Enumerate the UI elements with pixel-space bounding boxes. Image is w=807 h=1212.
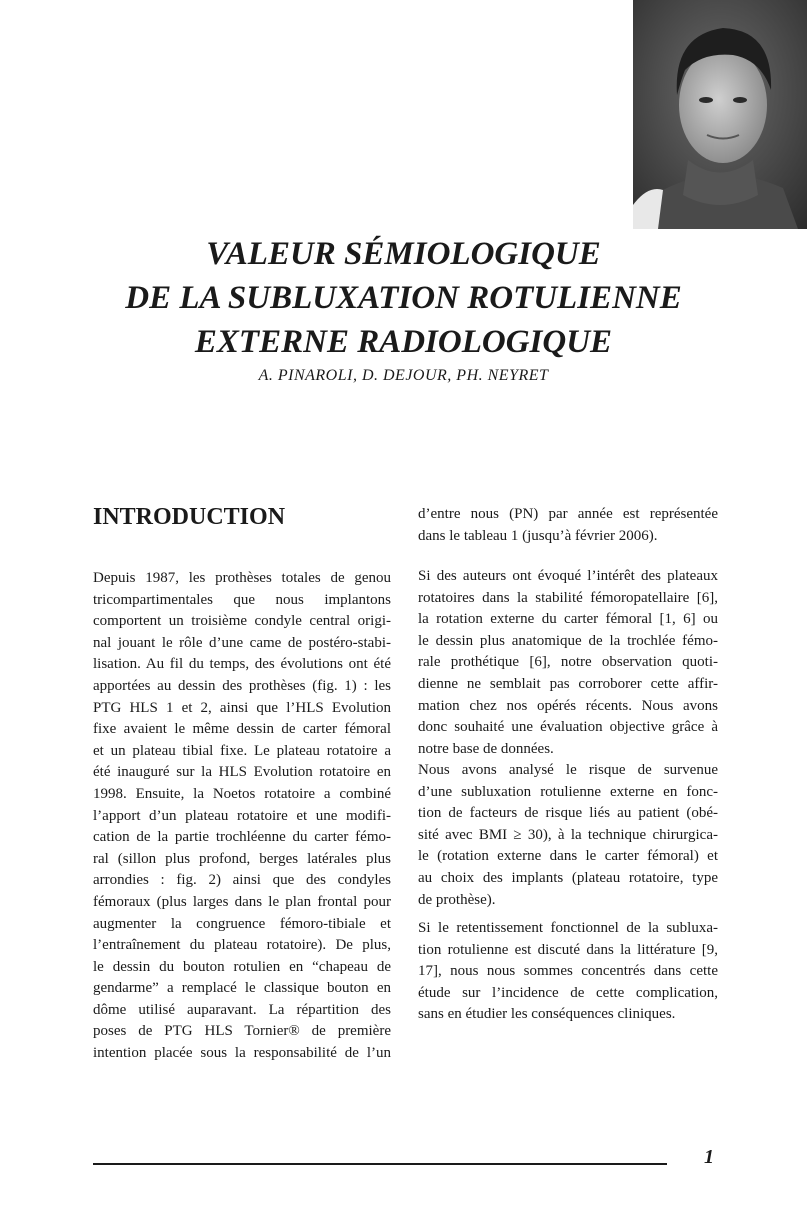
right-column-paragraph-2 <box>418 566 718 760</box>
text-line: intention placée sous la responsabilité de l’un <box>93 1045 391 1062</box>
right-column-paragraph-3 <box>418 760 718 911</box>
text-line: Nous avons analysé le risque de survenue <box>418 762 718 778</box>
text-line: gendarme” a remplacé le classique bouton en <box>93 980 391 997</box>
text-line: la rotation externe du carter fémoral [1, 6] ou <box>418 611 718 628</box>
text-line: d’entre nous (PN) par année est représentée <box>418 506 718 522</box>
text-line: au choix des implants (plateau rotatoire, type <box>418 869 718 886</box>
text-line: de prothèse). <box>418 891 496 908</box>
text-line: dôme utilisé auparavant. La répartition des <box>93 1001 391 1018</box>
page-number: 1 <box>704 1146 714 1168</box>
text-line: d’une subluxation rotulienne externe en fonc- <box>418 783 718 800</box>
text-line: 17], nous nous sommes concentrés dans cette <box>418 963 718 980</box>
text-line: été inauguré sur la HLS Evolution rotatoire en <box>93 764 391 781</box>
text-line: arrondies : fig. 2) ainsi que des condyles <box>93 872 391 889</box>
right-column-paragraph-4 <box>418 918 718 1026</box>
text-line: donc souhaité une évaluation objective grâce à <box>418 719 718 736</box>
title-line-2: DE LA SUBLUXATION ROTULIENNE <box>125 280 682 316</box>
text-line: rale prothétique [6], notre observation quoti- <box>418 654 718 671</box>
text-line: apportées au dessin des prothèses (fig. 1) : les <box>93 677 391 694</box>
article-title <box>0 232 807 364</box>
text-line: 1998. Ensuite, la Noetos rotatoire a combiné <box>93 785 391 802</box>
author-photo <box>633 0 807 229</box>
text-line: tion de facteurs de risque liés au patient (obé- <box>418 805 718 822</box>
text-line: sans en étudier les conséquences cliniques. <box>418 1006 676 1023</box>
text-line: comportent un troisième condyle central origi- <box>93 613 391 630</box>
title-line-1: VALEUR SÉMIOLOGIQUE <box>206 236 601 272</box>
text-line: PTG HLS 1 et 2, ainsi que l’HLS Evolution <box>93 699 391 716</box>
text-line: dienne ne semblait pas corroborer cette affir- <box>418 675 718 692</box>
text-line: tricompartimentales que nous implantons <box>93 591 391 608</box>
text-line: Depuis 1987, les prothèses totales de genou <box>93 570 391 586</box>
text-line: fixe avaient le même dessin de carter fémoral <box>93 721 391 738</box>
section-heading: INTRODUCTION <box>93 504 286 530</box>
text-line: Si le retentissement fonctionnel de la subluxa- <box>418 920 718 936</box>
text-line: et un plateau tibial fixe. Le plateau rotatoire a <box>93 742 391 759</box>
title-line-3: EXTERNE RADIOLOGIQUE <box>194 324 613 360</box>
right-column-paragraph-1 <box>418 504 718 547</box>
footer-rule <box>93 1163 667 1165</box>
text-line: l’entraînement du plateau rotatoire). De plus, <box>93 937 391 954</box>
text-line: augmenter la congruence fémoro-tibiale et <box>93 915 391 932</box>
text-line: le dessin plus anatomique de la trochlée fémo- <box>418 632 718 649</box>
text-line: sité avec BMI ≥ 30), à la technique chirurgica- <box>418 826 718 843</box>
text-line: le (rotation externe dans le carter fémoral) et <box>418 848 718 865</box>
text-line: étude sur l’incidence de cette complication, <box>418 984 718 1001</box>
left-column-paragraph <box>93 568 391 1065</box>
text-line: mation chez nos opérés récents. Nous avons <box>418 697 718 714</box>
text-line: notre base de données. <box>418 740 554 757</box>
text-line: cation de la partie trochléenne du carter fémo- <box>93 829 391 846</box>
text-line: le dessin du bouton rotulien en “chapeau de <box>93 958 391 975</box>
text-line: Si des auteurs ont évoqué l’intérêt des plateaux <box>418 568 718 584</box>
authors: A. PINAROLI, D. DEJOUR, PH. NEYRET <box>258 367 549 384</box>
text-line: nal jouant le rôle d’une came de postéro-stabi- <box>93 634 391 651</box>
text-line: fémoraux (plus larges dans le plan frontal pour <box>93 893 391 910</box>
text-line: ral (sillon plus profond, berges latérales plus <box>93 850 391 867</box>
text-line: lisation. Au fil du temps, des évolutions ont été <box>93 656 391 673</box>
text-line: rotatoires dans la stabilité fémoropatellaire [6], <box>418 589 718 606</box>
text-line: l’apport d’un plateau rotatoire et une modifi- <box>93 807 391 824</box>
text-line: tion rotulienne est discuté dans la littérature [9, <box>418 941 718 958</box>
text-line: dans le tableau 1 (jusqu’à février 2006). <box>418 527 658 544</box>
text-line: poses de PTG HLS Tornier® de première <box>93 1023 391 1040</box>
